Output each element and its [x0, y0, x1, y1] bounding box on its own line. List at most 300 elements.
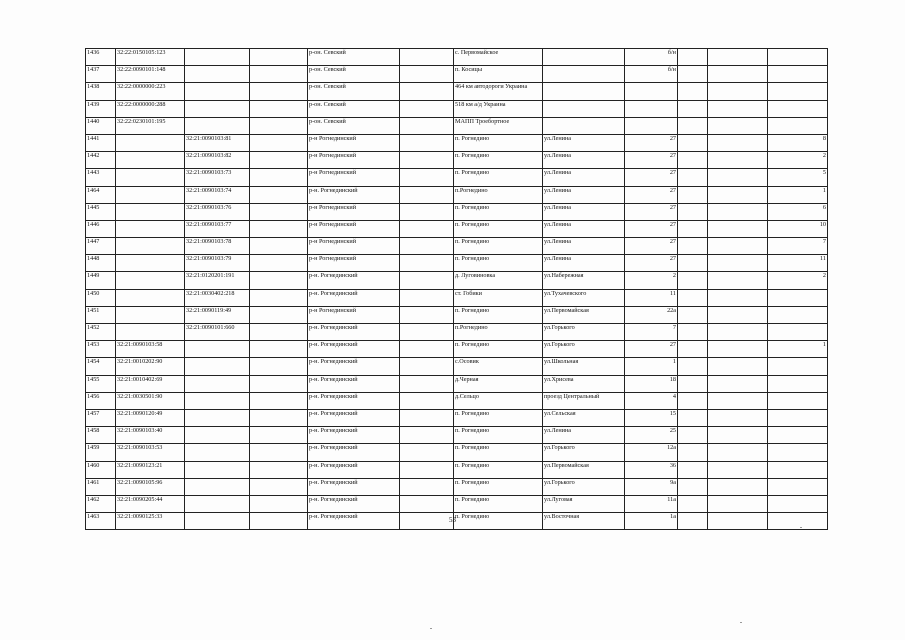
district-cell: р-он. Севский [308, 83, 400, 100]
house-number-cell: б/н [625, 66, 678, 83]
blank-cell [708, 427, 768, 444]
blank-cell [250, 134, 308, 151]
district-cell: р-н Рогнединский [308, 152, 400, 169]
district-cell: р-он. Севский [308, 100, 400, 117]
blank-cell [250, 203, 308, 220]
house-number-cell: 11 [625, 289, 678, 306]
table-row [86, 444, 828, 461]
street-cell: ул.Горького [543, 444, 625, 461]
table-row [86, 203, 828, 220]
cadastral-number-cell [116, 289, 185, 306]
cadastral-number-cell: 32:22:0150105:123 [116, 49, 185, 66]
district-cell: р-н. Рогнединский [308, 495, 400, 512]
row-number-cell: 1458 [86, 427, 116, 444]
blank-cell [250, 478, 308, 495]
street-cell [543, 117, 625, 134]
cadastral-number-cell: 32:21:0090125:33 [116, 513, 185, 530]
row-number-cell: 1454 [86, 358, 116, 375]
street-cell: ул.Ленина [543, 255, 625, 272]
blank-cell [708, 289, 768, 306]
street-cell: ул.Первомайская [543, 461, 625, 478]
cadastral-number-alt-cell [185, 495, 250, 512]
cadastral-number-alt-cell [185, 478, 250, 495]
scan-speck [800, 527, 802, 528]
apartment-number-cell: 11 [768, 255, 828, 272]
table-row [86, 272, 828, 289]
apartment-number-cell [768, 289, 828, 306]
table-row [86, 341, 828, 358]
table-row [86, 186, 828, 203]
cadastral-number-cell: 32:22:0000000:223 [116, 83, 185, 100]
district-cell: р-н. Рогнединский [308, 272, 400, 289]
locality-cell: п. Рогнедино [454, 220, 543, 237]
house-number-cell: б/н [625, 49, 678, 66]
blank-cell [708, 134, 768, 151]
blank-cell [678, 134, 708, 151]
blank-cell [400, 306, 454, 323]
table-row [86, 478, 828, 495]
apartment-number-cell [768, 49, 828, 66]
blank-cell [400, 324, 454, 341]
apartment-number-cell: 5 [768, 169, 828, 186]
locality-cell: с. Первомайское [454, 49, 543, 66]
blank-cell [400, 392, 454, 409]
blank-cell [678, 220, 708, 237]
apartment-number-cell [768, 392, 828, 409]
district-cell: р-н. Рогнединский [308, 478, 400, 495]
district-cell: р-н. Рогнединский [308, 461, 400, 478]
blank-cell [678, 341, 708, 358]
cadastral-number-cell [116, 220, 185, 237]
locality-cell: п. Рогнедино [454, 255, 543, 272]
table-row [86, 375, 828, 392]
blank-cell [250, 306, 308, 323]
blank-cell [250, 444, 308, 461]
row-number-cell: 1450 [86, 289, 116, 306]
blank-cell [708, 186, 768, 203]
house-number-cell: 27 [625, 152, 678, 169]
cadastral-number-alt-cell [185, 117, 250, 134]
scan-speck [430, 628, 432, 629]
cadastral-number-cell [116, 324, 185, 341]
locality-cell: п. Рогнедино [454, 203, 543, 220]
district-cell: р-н Рогнединский [308, 203, 400, 220]
cadastral-number-alt-cell [185, 427, 250, 444]
cadastral-number-cell: 32:21:0090105:96 [116, 478, 185, 495]
blank-cell [250, 152, 308, 169]
house-number-cell: 2 [625, 272, 678, 289]
row-number-cell: 1437 [86, 66, 116, 83]
blank-cell [708, 306, 768, 323]
blank-cell [400, 341, 454, 358]
blank-cell [678, 444, 708, 461]
house-number-cell [625, 83, 678, 100]
blank-cell [400, 272, 454, 289]
house-number-cell: 9а [625, 478, 678, 495]
blank-cell [250, 358, 308, 375]
cadastral-number-alt-cell: 32:21:0090103:73 [185, 169, 250, 186]
district-cell: р-н. Рогнединский [308, 341, 400, 358]
blank-cell [678, 117, 708, 134]
blank-cell [250, 289, 308, 306]
cadastral-number-alt-cell [185, 392, 250, 409]
apartment-number-cell [768, 117, 828, 134]
row-number-cell: 1462 [86, 495, 116, 512]
row-number-cell: 1448 [86, 255, 116, 272]
row-number-cell: 1452 [86, 324, 116, 341]
cadastral-number-cell: 32:21:0010202:90 [116, 358, 185, 375]
house-number-cell: 12а [625, 444, 678, 461]
house-number-cell: 18 [625, 375, 678, 392]
street-cell [543, 83, 625, 100]
blank-cell [250, 238, 308, 255]
blank-cell [708, 49, 768, 66]
blank-cell [708, 203, 768, 220]
cadastral-number-cell [116, 203, 185, 220]
blank-cell [678, 83, 708, 100]
cadastral-number-alt-cell: 32:21:0090103:82 [185, 152, 250, 169]
street-cell: проезд Центральный [543, 392, 625, 409]
blank-cell [708, 392, 768, 409]
blank-cell [400, 134, 454, 151]
row-number-cell: 1453 [86, 341, 116, 358]
street-cell: ул.Луговая [543, 495, 625, 512]
house-number-cell: 27 [625, 134, 678, 151]
row-number-cell: 1455 [86, 375, 116, 392]
table-row [86, 152, 828, 169]
cadastral-number-cell [116, 152, 185, 169]
blank-cell [678, 203, 708, 220]
blank-cell [678, 152, 708, 169]
blank-cell [400, 238, 454, 255]
table-row [86, 306, 828, 323]
locality-cell: п. Косицы [454, 66, 543, 83]
table-row [86, 427, 828, 444]
street-cell: ул.Первомайская [543, 306, 625, 323]
house-number-cell: 1а [625, 513, 678, 530]
house-number-cell: 27 [625, 238, 678, 255]
cadastral-number-cell: 32:22:0230101:195 [116, 117, 185, 134]
house-number-cell: 27 [625, 220, 678, 237]
blank-cell [250, 324, 308, 341]
apartment-number-cell [768, 66, 828, 83]
blank-cell [250, 49, 308, 66]
page-number: 53 [449, 516, 456, 524]
street-cell: ул.Горького [543, 341, 625, 358]
blank-cell [400, 169, 454, 186]
cadastral-number-cell: 32:21:0090205:44 [116, 495, 185, 512]
cadastral-number-alt-cell [185, 100, 250, 117]
blank-cell [678, 427, 708, 444]
blank-cell [250, 255, 308, 272]
blank-cell [250, 272, 308, 289]
street-cell [543, 100, 625, 117]
apartment-number-cell: 2 [768, 152, 828, 169]
table-row [86, 66, 828, 83]
blank-cell [250, 495, 308, 512]
blank-cell [250, 220, 308, 237]
blank-cell [708, 341, 768, 358]
row-number-cell: 1443 [86, 169, 116, 186]
blank-cell [250, 100, 308, 117]
table-row [86, 134, 828, 151]
cadastral-number-cell [116, 238, 185, 255]
street-cell: ул.Ленина [543, 134, 625, 151]
row-number-cell: 1436 [86, 49, 116, 66]
locality-cell: 518 км а/д Украина [454, 100, 543, 117]
blank-cell [250, 83, 308, 100]
apartment-number-cell [768, 100, 828, 117]
apartment-number-cell [768, 444, 828, 461]
locality-cell: п. Рогнедино [454, 306, 543, 323]
house-number-cell: 25 [625, 427, 678, 444]
cadastral-number-cell: 32:21:0090123:21 [116, 461, 185, 478]
cadastral-number-alt-cell [185, 341, 250, 358]
table-row [86, 117, 828, 134]
house-number-cell [625, 117, 678, 134]
locality-cell: п. Рогнедино [454, 409, 543, 426]
house-number-cell: 7 [625, 324, 678, 341]
row-number-cell: 1446 [86, 220, 116, 237]
blank-cell [400, 220, 454, 237]
cadastral-number-cell: 32:21:0010402:69 [116, 375, 185, 392]
cadastral-number-alt-cell [185, 66, 250, 83]
cadastral-number-cell: 32:21:0030501:90 [116, 392, 185, 409]
table-row [86, 324, 828, 341]
blank-cell [678, 186, 708, 203]
cadastral-number-alt-cell: 32:21:0030402:218 [185, 289, 250, 306]
blank-cell [250, 341, 308, 358]
district-cell: р-н. Рогнединский [308, 513, 400, 530]
scan-speck [740, 622, 742, 623]
blank-cell [400, 152, 454, 169]
district-cell: р-н. Рогнединский [308, 444, 400, 461]
blank-cell [708, 444, 768, 461]
district-cell: р-он. Севский [308, 49, 400, 66]
house-number-cell: 22а [625, 306, 678, 323]
blank-cell [708, 238, 768, 255]
blank-cell [250, 186, 308, 203]
blank-cell [678, 306, 708, 323]
cadastral-number-cell: 32:21:0090103:40 [116, 427, 185, 444]
blank-cell [250, 427, 308, 444]
locality-cell: МАПП Троебортное [454, 117, 543, 134]
row-number-cell: 1463 [86, 513, 116, 530]
table-row [86, 220, 828, 237]
table-row [86, 169, 828, 186]
property-register-table [85, 48, 828, 530]
blank-cell [678, 255, 708, 272]
apartment-number-cell [768, 478, 828, 495]
district-cell: р-н Рогнединский [308, 238, 400, 255]
blank-cell [708, 409, 768, 426]
district-cell: р-он. Севский [308, 66, 400, 83]
district-cell: р-н. Рогнединский [308, 324, 400, 341]
street-cell [543, 66, 625, 83]
house-number-cell: 27 [625, 169, 678, 186]
blank-cell [400, 478, 454, 495]
district-cell: р-н. Рогнединский [308, 289, 400, 306]
apartment-number-cell: 2 [768, 272, 828, 289]
district-cell: р-н Рогнединский [308, 306, 400, 323]
street-cell: ул.Горького [543, 478, 625, 495]
house-number-cell: 15 [625, 409, 678, 426]
blank-cell [400, 427, 454, 444]
row-number-cell: 1464 [86, 186, 116, 203]
cadastral-number-alt-cell: 32:21:0090103:76 [185, 203, 250, 220]
cadastral-number-cell: 32:21:0090120:49 [116, 409, 185, 426]
house-number-cell: 27 [625, 341, 678, 358]
street-cell: ул.Набережная [543, 272, 625, 289]
locality-cell: д.Сельцо [454, 392, 543, 409]
cadastral-number-cell [116, 186, 185, 203]
blank-cell [708, 272, 768, 289]
blank-cell [400, 83, 454, 100]
row-number-cell: 1439 [86, 100, 116, 117]
blank-cell [678, 392, 708, 409]
blank-cell [708, 220, 768, 237]
blank-cell [708, 255, 768, 272]
cadastral-number-cell: 32:22:0000000:288 [116, 100, 185, 117]
street-cell: ул.Хрисева [543, 375, 625, 392]
blank-cell [708, 375, 768, 392]
locality-cell: п. Рогнедино [454, 444, 543, 461]
table-row [86, 358, 828, 375]
row-number-cell: 1457 [86, 409, 116, 426]
row-number-cell: 1461 [86, 478, 116, 495]
house-number-cell: 1 [625, 358, 678, 375]
blank-cell [678, 66, 708, 83]
street-cell: ул.Восточная [543, 513, 625, 530]
blank-cell [400, 461, 454, 478]
cadastral-number-alt-cell: 32:21:0090101:660 [185, 324, 250, 341]
street-cell: ул.Ленина [543, 152, 625, 169]
blank-cell [250, 375, 308, 392]
blank-cell [678, 478, 708, 495]
apartment-number-cell [768, 495, 828, 512]
apartment-number-cell [768, 358, 828, 375]
row-number-cell: 1456 [86, 392, 116, 409]
blank-cell [250, 392, 308, 409]
locality-cell: с.Осовик [454, 358, 543, 375]
locality-cell: п. Рогнедино [454, 427, 543, 444]
row-number-cell: 1445 [86, 203, 116, 220]
cadastral-number-cell [116, 134, 185, 151]
blank-cell [678, 49, 708, 66]
street-cell: ул.Школьная [543, 358, 625, 375]
row-number-cell: 1440 [86, 117, 116, 134]
cadastral-number-alt-cell [185, 375, 250, 392]
district-cell: р-н. Рогнединский [308, 186, 400, 203]
district-cell: р-н Рогнединский [308, 220, 400, 237]
cadastral-number-alt-cell [185, 49, 250, 66]
apartment-number-cell [768, 306, 828, 323]
blank-cell [678, 289, 708, 306]
row-number-cell: 1451 [86, 306, 116, 323]
apartment-number-cell [768, 409, 828, 426]
locality-cell: п. Рогнедино [454, 478, 543, 495]
cadastral-number-alt-cell: 32:21:0090103:78 [185, 238, 250, 255]
blank-cell [250, 66, 308, 83]
locality-cell: п.Рогнедино [454, 186, 543, 203]
street-cell: ул.Ленина [543, 238, 625, 255]
district-cell: р-н. Рогнединский [308, 392, 400, 409]
street-cell: ул.Ленина [543, 186, 625, 203]
blank-cell [678, 169, 708, 186]
apartment-number-cell [768, 324, 828, 341]
cadastral-number-cell [116, 169, 185, 186]
district-cell: р-н. Рогнединский [308, 358, 400, 375]
blank-cell [400, 66, 454, 83]
blank-cell [708, 100, 768, 117]
table-row [86, 255, 828, 272]
blank-cell [400, 495, 454, 512]
blank-cell [678, 100, 708, 117]
blank-cell [678, 461, 708, 478]
house-number-cell [625, 100, 678, 117]
blank-cell [678, 272, 708, 289]
table-row [86, 289, 828, 306]
locality-cell: п. Рогнедино [454, 169, 543, 186]
district-cell: р-н. Рогнединский [308, 409, 400, 426]
cadastral-number-alt-cell [185, 83, 250, 100]
cadastral-number-alt-cell [185, 444, 250, 461]
blank-cell [400, 289, 454, 306]
house-number-cell: 27 [625, 255, 678, 272]
blank-cell [708, 461, 768, 478]
blank-cell [678, 375, 708, 392]
street-cell: ул.Сельская [543, 409, 625, 426]
cadastral-number-alt-cell [185, 358, 250, 375]
locality-cell: п. Рогнедино [454, 341, 543, 358]
cadastral-number-cell: 32:22:0090101:148 [116, 66, 185, 83]
blank-cell [400, 409, 454, 426]
district-cell: р-н. Рогнединский [308, 427, 400, 444]
blank-cell [400, 49, 454, 66]
street-cell: ул.Ленина [543, 169, 625, 186]
table-row [86, 49, 828, 66]
row-number-cell: 1441 [86, 134, 116, 151]
apartment-number-cell: 8 [768, 134, 828, 151]
table-row [86, 392, 828, 409]
house-number-cell: 11а [625, 495, 678, 512]
locality-cell: п. Рогнедино [454, 495, 543, 512]
table-row [86, 495, 828, 512]
blank-cell [400, 186, 454, 203]
blank-cell [250, 409, 308, 426]
blank-cell [708, 478, 768, 495]
blank-cell [400, 255, 454, 272]
blank-cell [678, 324, 708, 341]
blank-cell [708, 117, 768, 134]
district-cell: р-он. Севский [308, 117, 400, 134]
district-cell: р-н Рогнединский [308, 134, 400, 151]
blank-cell [678, 409, 708, 426]
house-number-cell: 36 [625, 461, 678, 478]
row-number-cell: 1447 [86, 238, 116, 255]
locality-cell: п. Рогнедино [454, 461, 543, 478]
cadastral-number-alt-cell: 32:21:0090119:49 [185, 306, 250, 323]
table-row [86, 461, 828, 478]
table-row [86, 100, 828, 117]
blank-cell [400, 100, 454, 117]
blank-cell [678, 238, 708, 255]
blank-cell [400, 117, 454, 134]
cadastral-number-cell: 32:21:0090103:58 [116, 341, 185, 358]
locality-cell: п. Рогнедино [454, 513, 543, 530]
blank-cell [708, 66, 768, 83]
table-row [86, 83, 828, 100]
